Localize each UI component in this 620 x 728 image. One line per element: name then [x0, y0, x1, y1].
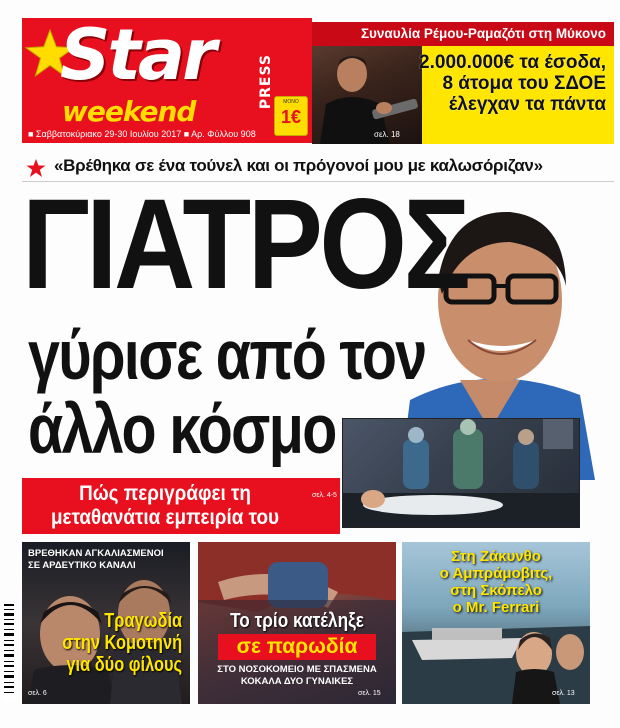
- story-trio-title-highlight: σε παρωδία: [218, 634, 376, 660]
- quote-text: «Βρέθηκα σε ένα τούνελ και οι πρόγονοί μου με καλωσόριζαν»: [54, 156, 543, 175]
- headline-line-3: άλλο κόσμο: [28, 390, 336, 468]
- promo-line-3: έλεγχαν τα πάντα: [448, 94, 606, 115]
- kicker-line-2: ΣΕ ΑΡΔΕΥΤΙΚΟ ΚΑΝΑΛΙ: [28, 560, 136, 571]
- headline-line-2: γύρισε από τον: [28, 316, 426, 394]
- promo-page-ref: σελ. 18: [374, 130, 400, 139]
- title-line-3: στη Σκόπελο: [450, 582, 542, 599]
- strapline-line-1: Πώς περιγράφει τη: [79, 482, 251, 505]
- story-komotini: [22, 542, 190, 704]
- story-komotini-page-ref: σελ. 6: [28, 690, 47, 697]
- surgery-photo: [342, 418, 580, 528]
- strapline-page-ref: σελ. 4-5: [312, 492, 337, 499]
- logo-press-text: PRESS: [258, 54, 274, 110]
- price-label: ΜΟΝΟ: [283, 99, 299, 105]
- story-komotini-kicker: [28, 548, 164, 572]
- title-line-2: στην Κομοτηνή: [62, 632, 182, 654]
- masthead: [22, 14, 312, 143]
- price-badge: [274, 96, 308, 136]
- title-line-1: Τραγωδία: [104, 610, 182, 632]
- story-komotini-title: [62, 610, 182, 676]
- promo-headline: [366, 52, 606, 115]
- story-trio-title: Το τρίο κατέληξε: [230, 610, 364, 632]
- kicker-line-1: ΒΡΕΘΗΚΑΝ ΑΓΚΑΛΙΑΣΜΕΝΟΙ: [28, 548, 164, 559]
- promo-line-2: 8 άτομα του ΣΔΟΕ: [442, 73, 606, 94]
- story-zakynthos-page-ref: σελ. 13: [552, 690, 575, 697]
- logo-star-text: Star: [60, 14, 214, 96]
- promo-title: Συναυλία Ρέμου-Ραμαζότι στη Μύκονο: [312, 22, 614, 46]
- strapline-text: [30, 482, 300, 530]
- title-line-2: ο Αμπράμοβιτς,: [439, 565, 553, 582]
- story-zakynthos-title: [402, 548, 590, 616]
- title-line-1: Στη Ζάκυνθο: [451, 548, 541, 565]
- story-trio-page-ref: σελ. 15: [358, 690, 381, 697]
- caption-line-1: ΣΤΟ ΝΟΣΟΚΟΜΕΙΟ ΜΕ ΣΠΑΣΜΕΝΑ: [217, 664, 377, 675]
- main-headline: ΓΙΑΤΡΟΣ: [22, 173, 468, 316]
- barcode-icon: [2, 600, 16, 700]
- story-trio: [198, 542, 396, 704]
- top-promo: [312, 22, 614, 144]
- strapline-box: [22, 478, 340, 534]
- operating-room-image: [343, 419, 580, 528]
- title-line-3: για δύο φίλους: [66, 654, 182, 676]
- caption-line-2: ΚΟΚΑΛΑ ΔΥΟ ΓΥΝΑΙΚΕΣ: [240, 676, 354, 687]
- issue-date-line: ■ Σαββατοκύριακο 29-30 Ιουλίου 2017 ■ Αρ. Φύλλου 908: [28, 129, 256, 139]
- price-value: 1€: [280, 107, 302, 127]
- title-line-4: ο Mr. Ferrari: [452, 599, 540, 616]
- promo-line-1: 2.000.000€ τα έσοδα,: [419, 52, 606, 73]
- logo-weekend-text: weekend: [62, 95, 196, 128]
- story-zakynthos: [402, 542, 590, 704]
- story-trio-caption: [198, 664, 396, 688]
- strapline-line-2: μεταθανάτια εμπειρία του: [50, 506, 280, 529]
